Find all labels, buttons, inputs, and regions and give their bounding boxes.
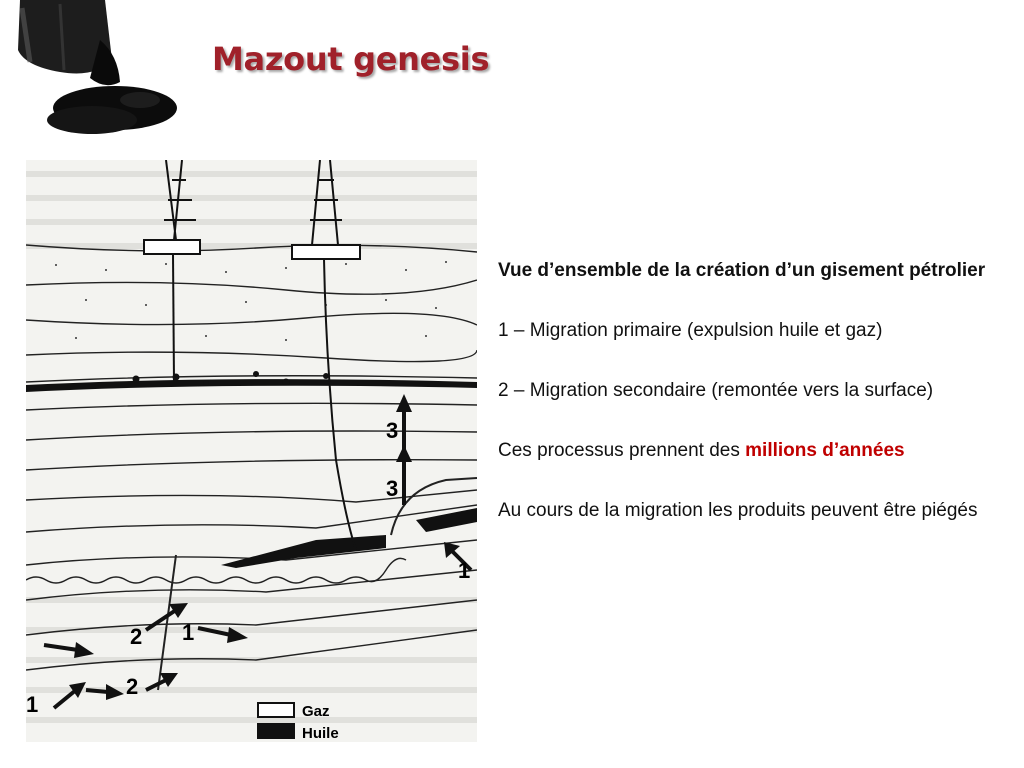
marker-3-lower: 3 [386,476,399,501]
duration-highlight: millions d’années [745,440,905,461]
marker-3-upper: 3 [386,418,399,443]
duration-prefix: Ces processus prennent des [498,440,746,461]
marker-2-lower: 2 [126,674,139,699]
primary-migration-text: 1 – Migration primaire (expulsion huile et gaz) [498,320,883,341]
slide-title: Mazout genesis [212,40,490,78]
geological-cross-section [26,160,477,742]
overview-heading: Vue d’ensemble de la création d’un gisement pétrolier [498,260,986,281]
trapped-text: Au cours de la migration les produits peuvent être piégés [498,500,978,521]
legend-swatch-huile [258,724,294,738]
secondary-migration-text: 2 – Migration secondaire (remontée vers la surface) [498,380,934,401]
duration-text [498,436,998,466]
marker-2-mid: 2 [130,624,143,649]
legend-swatch-gaz [258,703,294,717]
legend-label-huile: Huile [302,725,339,742]
legend-label-gaz: Gaz [302,703,330,720]
text-panel [498,256,998,556]
oil-barrel-spill-icon [0,0,190,150]
marker-1-lower: 1 [26,692,39,717]
marker-1-right: 1 [458,558,471,583]
marker-1-mid: 1 [182,620,195,645]
